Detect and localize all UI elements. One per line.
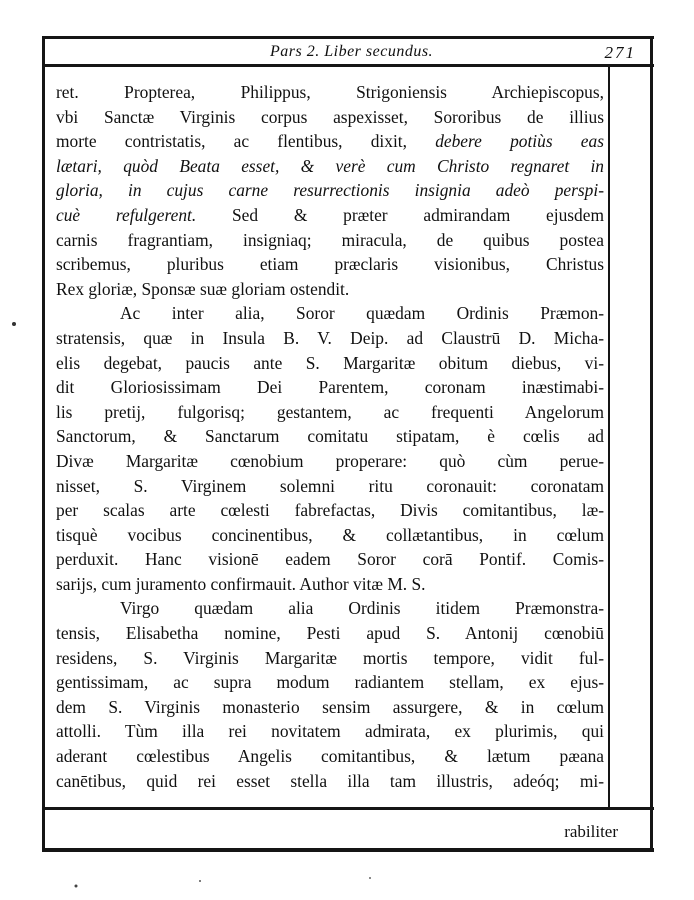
text-line: stratensis, quæ in Insula B. V. Deip. ad Claustrū D. Micha- [56, 327, 604, 348]
text-line: tensis, Elisabetha nomine, Pesti apud S. Antonij cœnobiū [56, 623, 604, 644]
border-right [650, 36, 653, 852]
page-header [42, 36, 654, 64]
page-number: 271 [604, 43, 636, 62]
catchword: rabiliter [564, 822, 618, 841]
text-bottom-rule [42, 807, 654, 810]
text-line: per scalas arte cœlesti fabrefactas, Divis comitantibus, læ- [56, 500, 604, 521]
text-line: sarijs, cum juramento confirmauit. Author vitæ M. S. [56, 573, 426, 594]
text-line [56, 129, 604, 154]
speck [199, 880, 201, 882]
text-line: attolli. Tùm illa rei novitatem admirata, ex plurimis, qui [56, 721, 604, 742]
text-segment: Sed & præter admirandam ejusdem [232, 204, 604, 225]
text-line: gentissimam, ac supra modum radiantem stellam, ex ejus- [56, 672, 604, 693]
speck [369, 877, 371, 879]
page-frame [42, 36, 654, 852]
text-line: carnis fragrantiam, insigniaq; miracula, de quibus postea [56, 229, 604, 250]
text-line [56, 203, 604, 228]
text-line: residens, S. Virginis Margaritæ mortis tempore, vidit ful- [56, 647, 604, 668]
paragraph-start: Ac inter alia, Soror quædam Ordinis Præmon- [120, 303, 604, 324]
speck [12, 322, 16, 326]
text-line: vbi Sanctæ Virginis corpus aspexisset, Sororibus de illius [56, 106, 604, 127]
italic-quote: debere potiùs eas [435, 131, 604, 152]
text-line-italic: gloria, in cujus carne resurrectionis insignia adeò perspi- [56, 180, 604, 201]
text-line: scribemus, pluribus etiam præclaris visionibus, Christus [56, 254, 604, 275]
text-line: aderant cœlestibus Angelis comitantibus, & lætum pæana [56, 746, 604, 767]
paragraph-start: Virgo quædam alia Ordinis itidem Præmonstra- [120, 598, 604, 619]
italic-quote: cuè refulgerent. [56, 204, 197, 225]
text-segment: morte contristatis, ac flentibus, dixit, [56, 131, 407, 152]
text-line: Divæ Margaritæ cœnobium properare: quò cùm perue- [56, 450, 604, 471]
header-rule [42, 64, 654, 67]
text-line: dit Gloriosissimam Dei Parentem, coronam inæstimabi- [56, 377, 604, 398]
text-line: lis pretij, fulgorisq; gestantem, ac frequenti Angelorum [56, 401, 604, 422]
text-line: Rex gloriæ, Sponsæ suæ gloriam ostendit. [56, 278, 350, 299]
text-line: elis degebat, paucis ante S. Margaritæ obitum diebus, vi- [56, 352, 604, 373]
text-line: dem S. Virginis monasterio sensim assurgere, & in cœlum [56, 696, 604, 717]
text-line: perduxit. Hanc visionē eadem Soror corā Pontif. Comis- [56, 549, 604, 570]
column-rule [608, 67, 610, 807]
body-text [56, 80, 604, 793]
speck [75, 885, 78, 888]
running-head: Pars 2. Liber secundus. [270, 43, 434, 60]
text-line: nisset, S. Virginem solemni ritu coronauit: coronatam [56, 475, 604, 496]
text-line: ret. Propterea, Philippus, Strigoniensis Archiepiscopus, [56, 82, 604, 102]
text-line: Sanctorum, & Sanctarum comitatu stipatam, è cœlis ad [56, 426, 604, 447]
text-line-italic: lætari, quòd Beata esset, & verè cum Christo regnaret in [56, 155, 604, 176]
text-line: tisquè vocibus concinentibus, & collætantibus, in cœlum [56, 524, 604, 545]
border-bottom [42, 848, 654, 852]
text-line: canētibus, quid rei esset stella illa tam illustris, adeóq; mi- [56, 770, 604, 791]
border-left [42, 36, 45, 852]
